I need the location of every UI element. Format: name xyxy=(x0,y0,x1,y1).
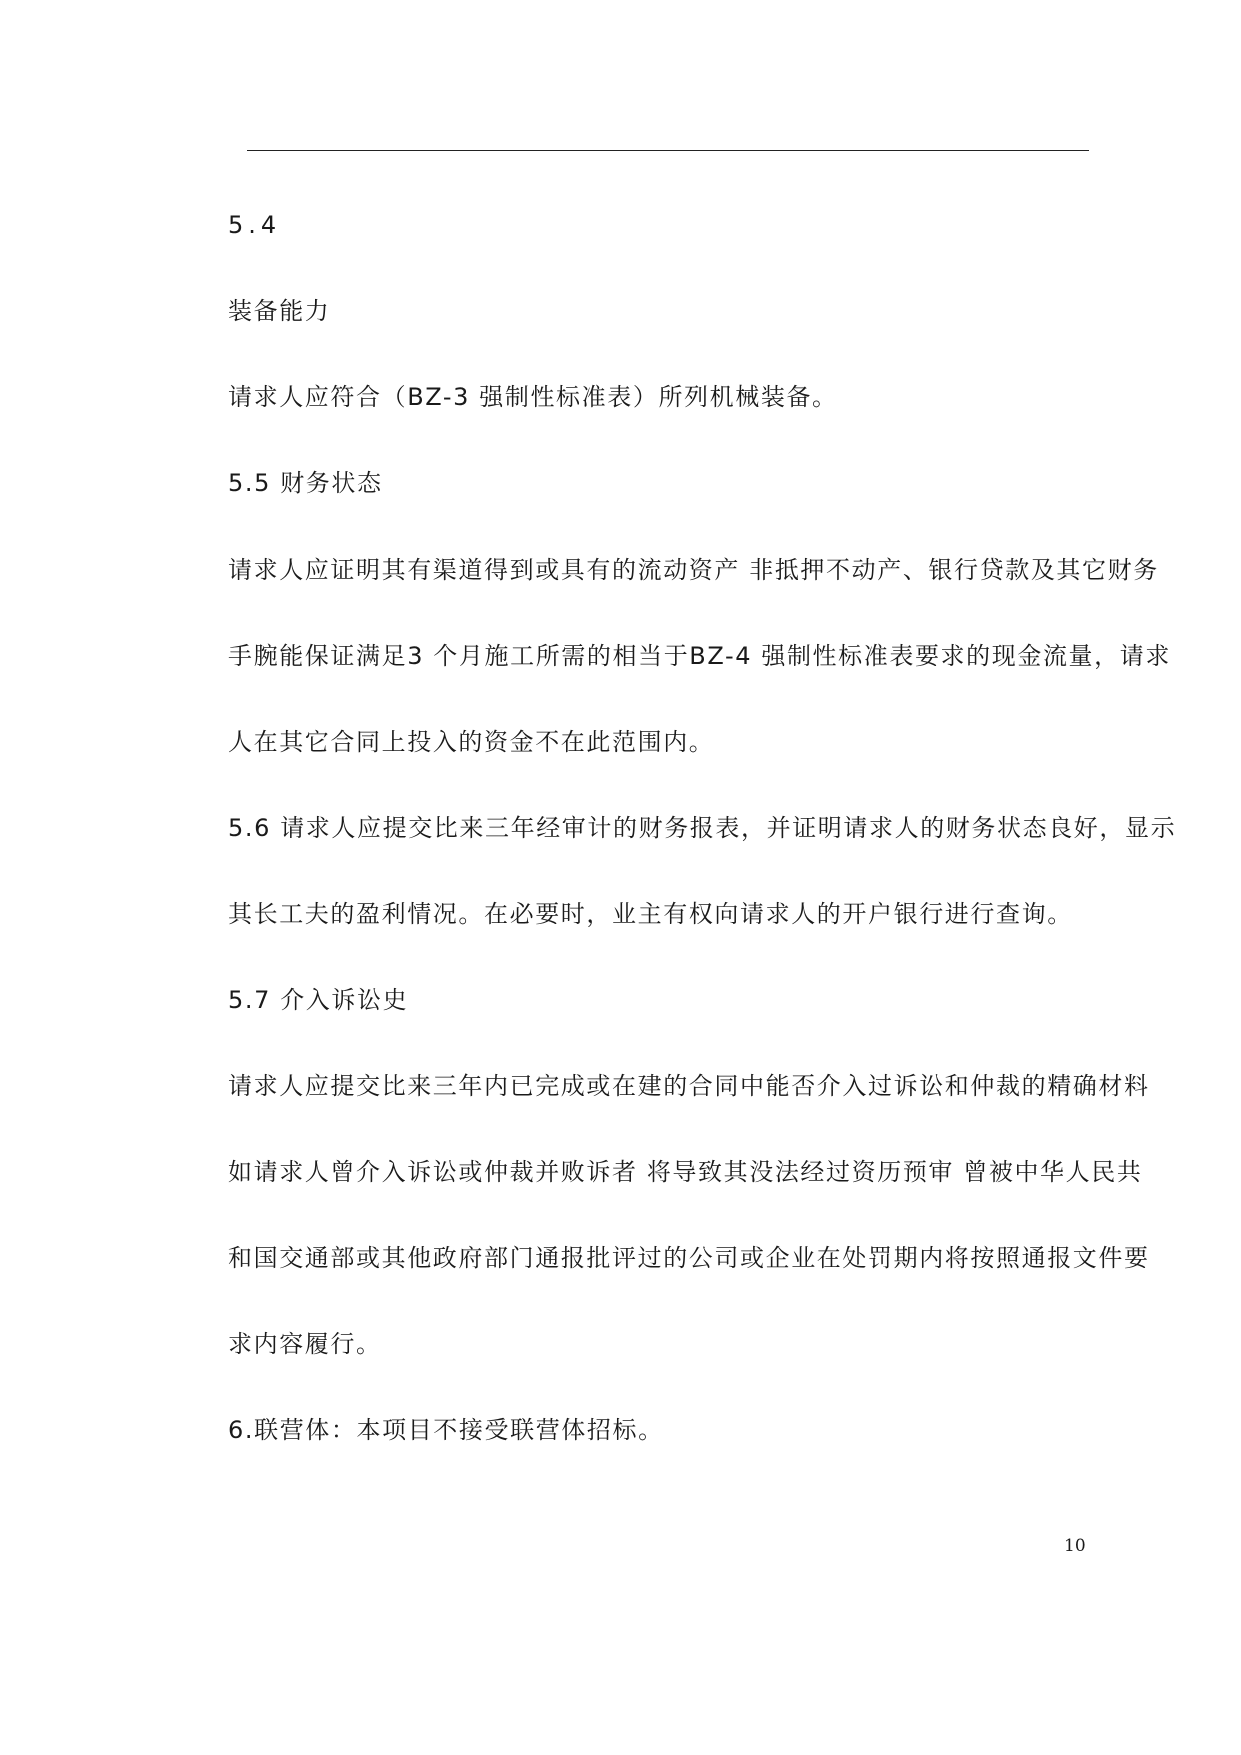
page-number: 10 xyxy=(1064,1536,1086,1556)
section-5-5-heading: 5.5 财务状态 xyxy=(228,469,383,497)
section-5-4-body: 请求人应符合（BZ-3 强制性标准表）所列机械装备。 xyxy=(228,383,838,411)
header-rule xyxy=(247,150,1089,151)
section-5-4-title: 装备能力 xyxy=(228,297,331,325)
section-5-7-heading: 5.7 介入诉讼史 xyxy=(228,986,409,1014)
section-5-7-body-line-2: 如请求人曾介入诉讼或仲裁并败诉者 将导致其没法经过资历预审 曾被中华人民共 xyxy=(228,1158,1143,1186)
section-5-7-body-line-4: 求内容履行。 xyxy=(228,1330,382,1358)
section-5-5-body-line-2: 手腕能保证满足3 个月施工所需的相当于BZ-4 强制性标准表要求的现金流量，请求 xyxy=(228,642,1171,670)
section-5-7-body-line-1: 请求人应提交比来三年内已完成或在建的合同中能否介入过诉讼和仲裁的精确材料 xyxy=(228,1072,1150,1100)
section-5-7-body-line-3: 和国交通部或其他政府部门通报批评过的公司或企业在处罚期内将按照通报文件要 xyxy=(228,1244,1150,1272)
section-5-6-line-2: 其长工夫的盈利情况。在必要时，业主有权向请求人的开户银行进行查询。 xyxy=(228,900,1073,928)
section-5-6-line-1: 5.6 请求人应提交比来三年经审计的财务报表，并证明请求人的财务状态良好，显示 xyxy=(228,814,1177,842)
section-5-5-body-line-1: 请求人应证明其有渠道得到或具有的流动资产 非抵押不动产、银行贷款及其它财务 xyxy=(228,556,1159,584)
section-5-4-number: 5.4 xyxy=(228,211,282,239)
section-6-joint-venture: 6.联营体：本项目不接受联营体招标。 xyxy=(228,1416,664,1444)
section-5-5-body-line-3: 人在其它合同上投入的资金不在此范围内。 xyxy=(228,728,715,756)
